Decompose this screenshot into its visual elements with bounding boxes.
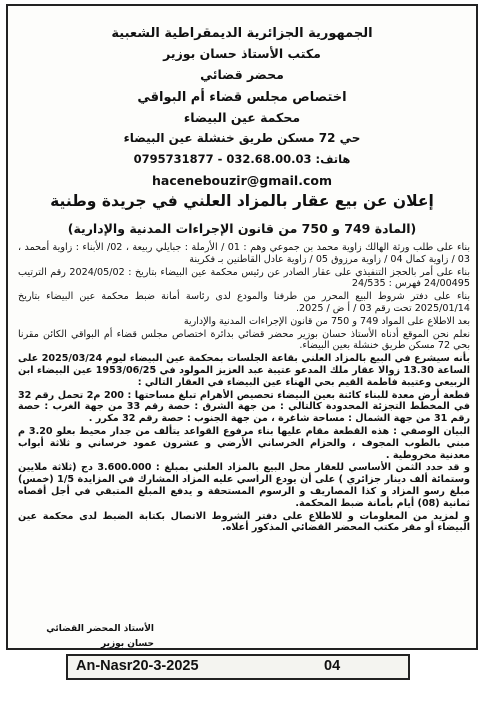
address-line: حي 72 مسكن طريق خنشلة عين البيضاء [123,131,361,145]
announcement-title: إعلان عن بيع عقار بالمزاد العلني في جريدة وطنية [50,192,434,210]
phone-line: هاتف: 032.68.00.03 - 0795731877 [133,152,351,166]
body-paragraph: بناء على أمر بالحجز التنفيذي على عقار الصادر عن رئيس محكمة عين البيضاء بتاريخ : 2024/05/02 رقم الترتيب 24/00495 فهرس : 24/535 [18,266,470,290]
email-line: hacenebouzir@gmail.com [151,173,332,188]
body-paragraph: بناء على طلب ورثة الهالك زاوية محمد بن جموعي وهم : 01 / الأرملة : جبايلي ربيعة ، 02/ الأبناء : زاوية أمحمد ، 03 / زاوية كمال 04 / زاوية مرزوق 05 / زاوية عادل القاطنين بـ فكرينة [18,242,470,265]
body-paragraph: قطعة أرض معدة للبناء كائنة بعين البيضاء تحصيص الأهرام تبلغ مساحتها : 200 م2 تحمل رقم 32 في المخطط التجزئة المحدودة كالتالي : من جهة الشرق : حصة رقم 33 من جهة الغرب : حصة رقم 31 من جهة الشمال : مساحة شاغرة ، من جهة الجنوب : حصة رقم 32 مكرر . [18,389,470,425]
court-line: محكمة عين البيضاء [183,110,301,125]
body-paragraph: بعد الاطلاع على المواد 749 و 750 من قانون الإجراءات المدنية والإدارية [183,315,470,327]
body-paragraph: بناء على دفتر شروط البيع المحرر من طرفنا والمودع لدى رئاسة أمانة ضبط محكمة عين البيضاء بتاريخ 2025/01/14 تحت رقم 03 / أ ض / 2025. [18,291,470,314]
body-paragraph: و قد حدد الثمن الأساسي للعقار محل البيع بالمزاد العلني بمبلغ : 3.600.000 دج (ثلاثة ملايين وستمائة ألف دينار جزائري ) على أن يودع الراسي عليه المزاد المشارك في المزايدة 1/5 (خمس) مبلغ رسو المزاد و كذا المصاريف و الرسوم المستحقة و يدفع المبلغ المتبقي في أجل أقصاه ثمانية (08) أيام بأمانة ضبط المحكمة. [18,462,470,509]
announcement-body [18,242,470,535]
signature-name: حسان بوزير [100,639,154,649]
announcement-subtitle: (المادة 749 و 750 من قانون الإجراءات المدنية والإدارية) [67,221,417,236]
body-paragraph: بأنه سيشرع في البيع بالمزاد العلني بقاعة الجلسات بمحكمة عين البيضاء ليوم 2025/03/24 على الساعة 13.30 زوالا عقار ملك المدعو عتيبة عبد العزيز المولود في 1953/06/25 عين البيضاء ابن الربيعي وعتيبة فاطمة القيم بحي الهناء عين البيضاء في العقار التالي : [18,353,470,388]
announcement-page [6,4,478,650]
jurisdiction-line: اختصاص مجلس قضاء أم البواقي [137,90,347,105]
publication-code: An-Nasr20-3-2025 [76,658,199,674]
page-number: 04 [324,658,341,674]
republic-heading: الجمهورية الجزائرية الديمقراطية الشعبية [111,26,373,41]
publication-footer [66,654,410,680]
bailiff-title: محضر قضائي [200,67,284,82]
body-paragraph: البيان الوصفي : هذه القطعة مقام عليها بناء مرفوع القواعد يتألف من جدار محيط بعلو 3.20 م مبني بالطوب المجوف ، والحزام الخرساني الأرضي و عشرون عمود خرساني و ثلاثة أبواب معدنية مخروطية . [18,425,470,461]
signature-role: الأستاذ المحضر القضائي [46,624,154,634]
body-paragraph: و لمزيد من المعلومات و للاطلاع على دفتر الشروط الاتصال بكتابة الضبط لدى محكمة عين البيضاء أو مقر مكتب المحضر القضائي المذكور أعلاه. [18,510,470,534]
body-paragraph: نعلم نحن الموقع أدناه الأستاذ حسان بوزير محضر قضائي بدائرة اختصاص مجلس قضاء أم البواقي الكائن مقرنا بحي 72 مسكن طريق خنشلة بعين البيضاء. [18,328,470,352]
office-heading: مكتب الأستاذ حسان بوزير [163,46,321,61]
